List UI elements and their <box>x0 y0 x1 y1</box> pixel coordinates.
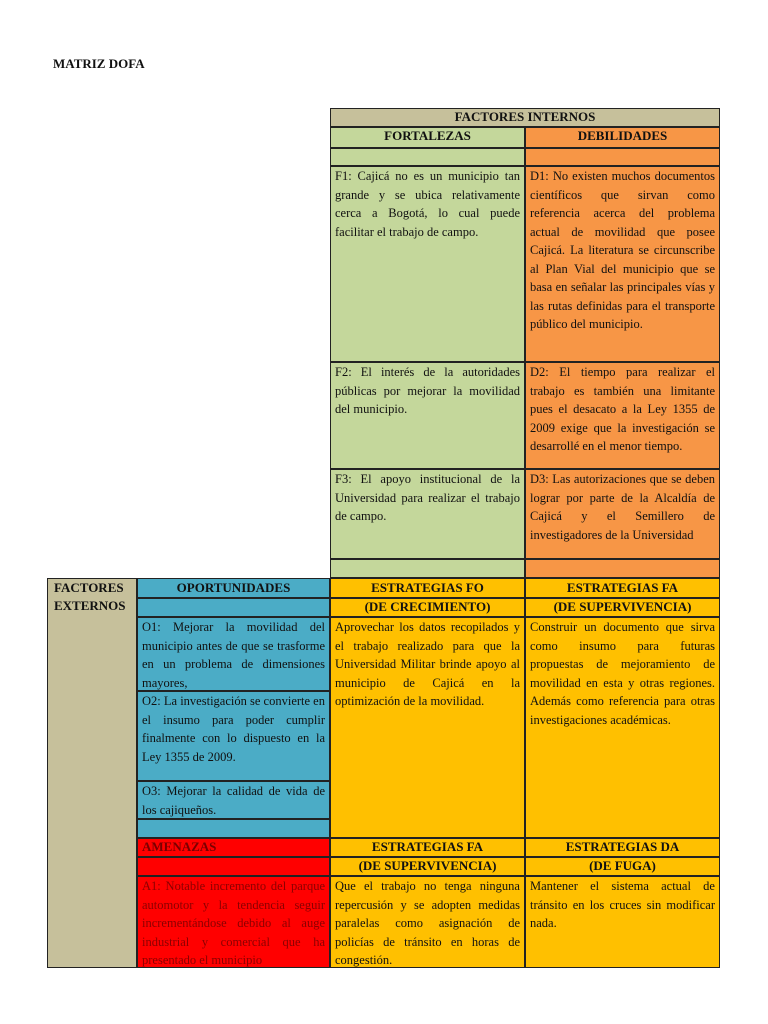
external-factors-line1: FACTORES <box>54 580 124 595</box>
strategy-fa-bottom-title: ESTRATEGIAS FA <box>330 838 525 857</box>
strength-f1: F1: Cajicá no es un municipio tan grande y se ubica relativamente cerca a Bogotá, lo cual puede facilitar el trabajo de campo. <box>330 166 525 362</box>
threats-spacer <box>137 857 330 876</box>
opportunities-bottom-spacer <box>137 819 330 838</box>
opportunities-spacer <box>137 598 330 617</box>
threats-header: AMENAZAS <box>137 838 330 857</box>
threat-a1: A1: Notable incremento del parque automotor y la tendencia seguir incrementándose debido al auge industrial y comercial que ha presentado el municipio <box>137 876 330 968</box>
external-factors-line2: EXTERNOS <box>54 598 126 613</box>
strengths-header: FORTALEZAS <box>330 127 525 148</box>
strength-f3: F3: El apoyo institucional de la Universidad para realizar el trabajo de campo. <box>330 469 525 559</box>
strategy-fo-title: ESTRATEGIAS FO <box>330 578 525 598</box>
opportunity-o2: O2: La investigación se convierte en el insumo para poder cumplir finalmente con lo dispuesto en la Ley 1355 de 2009. <box>137 691 330 781</box>
strategy-da-subtitle: (DE FUGA) <box>525 857 720 876</box>
strengths-spacer <box>330 148 525 166</box>
weakness-d2: D2: El tiempo para realizar el trabajo es también una limitante pues el desacato a la Ley 1355 de 2009 exige que la investigación se desarrollé en el menor tiempo. <box>525 362 720 469</box>
opportunities-header: OPORTUNIDADES <box>137 578 330 598</box>
external-factors-header <box>47 578 137 968</box>
strength-f2: F2: El interés de la autoridades públicas por mejorar la movilidad del municipio. <box>330 362 525 469</box>
strategy-fa-bottom-text: Que el trabajo no tenga ninguna repercusión y se adopten medidas paralelas como asignación de policías de tránsito en horas de congestión. <box>330 876 525 968</box>
weakness-d3: D3: Las autorizaciones que se deben lograr por parte de la Alcaldía de Cajicá y el Semillero de investigadores de la Universidad <box>525 469 720 559</box>
weaknesses-spacer <box>525 148 720 166</box>
page-title: MATRIZ DOFA <box>53 56 145 71</box>
strategy-fo-subtitle: (DE CRECIMIENTO) <box>330 598 525 617</box>
strategy-fa-top-subtitle: (DE SUPERVIVENCIA) <box>525 598 720 617</box>
strengths-bottom-spacer <box>330 559 525 578</box>
weakness-d1: D1: No existen muchos documentos científicos que sirvan como referencia acerca del problema actual de movilidad que posee Cajicá. La literatura se circunscribe al Plan Vial del municipio que se basa en señalar las principales vías y las rutas definidas para el transporte público del municipio. <box>525 166 720 362</box>
opportunity-o1: O1: Mejorar la movilidad del municipio antes de que se trasforme en un problema de dimensiones mayores, <box>137 617 330 691</box>
weaknesses-header: DEBILIDADES <box>525 127 720 148</box>
weaknesses-bottom-spacer <box>525 559 720 578</box>
strategy-fo-text: Aprovechar los datos recopilados y el trabajo realizado para que la Universidad Militar brinde apoyo al municipio de Cajicá en la optimización de la movilidad. <box>330 617 525 838</box>
internal-factors-header: FACTORES INTERNOS <box>330 108 720 127</box>
strategy-fa-top-title: ESTRATEGIAS FA <box>525 578 720 598</box>
strategy-fa-bottom-subtitle: (DE SUPERVIVENCIA) <box>330 857 525 876</box>
opportunity-o3: O3: Mejorar la calidad de vida de los cajiqueños. <box>137 781 330 819</box>
strategy-fa-top-text: Construir un documento que sirva como insumo para futuras propuestas de mejoramiento de movilidad en esta y otras regiones. Además como referencia para otras investigaciones académicas. <box>525 617 720 838</box>
strategy-da-title: ESTRATEGIAS DA <box>525 838 720 857</box>
strategy-da-text: Mantener el sistema actual de tránsito en los cruces sin modificar nada. <box>525 876 720 968</box>
